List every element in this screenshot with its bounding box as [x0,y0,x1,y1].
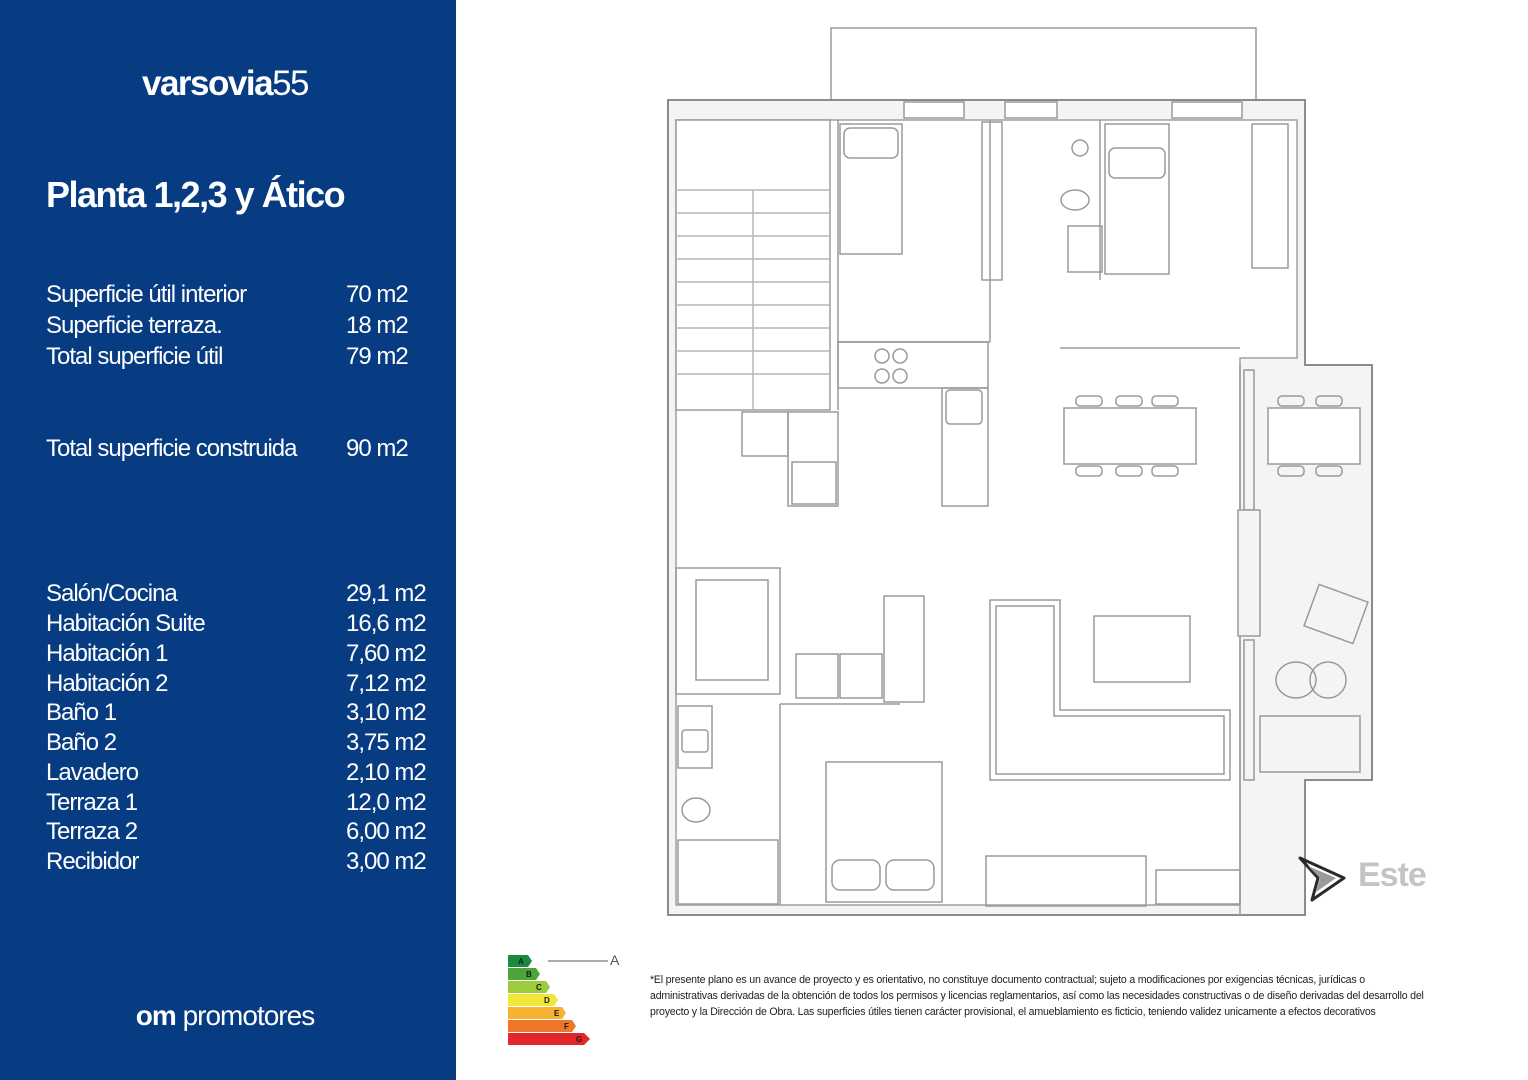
surface-value: 70 m2 [346,281,408,308]
room-area: 2,10 m2 [346,759,426,786]
room-area: 29,1 m2 [346,580,426,607]
room-row [46,848,426,876]
room-area: 7,60 m2 [346,640,426,667]
room-area: 16,6 m2 [346,610,426,637]
brand-logo [0,64,450,104]
room-label: Baño 1 [46,699,117,726]
surface-row [46,435,408,463]
dining-table [1064,408,1196,464]
disclaimer-text: *El presente plano es un avance de proyecto y es orientativo, no constituye documento contractual; sujeto a modificaciones por exigencias técnicas, jurídicas o administrativas derivadas de la obtención de todos los permisos y licencias reglamentarios, así como las necesidades constructivas o de diseño derivadas del desarrollo del proyecto y la Dirección de Obra. Las superficies útiles tienen carácter provisional, el amueblamiento es ficticio, teniendo validez unicamente a efectos decorativos [650,974,1424,1018]
energy-letter: A [518,957,524,966]
surface-value: 90 m2 [346,435,408,462]
surface-label: Superficie terraza. [46,312,222,339]
energy-letter: F [564,1022,569,1031]
room-row [46,580,426,608]
room-row [46,729,426,757]
room-row [46,759,426,787]
orientation-label: Este [1358,856,1426,894]
energy-letter: C [536,983,542,992]
terrace-table [1268,408,1360,464]
energy-rating-chart [506,952,626,1052]
energy-letter: D [544,996,550,1005]
surface-value: 79 m2 [346,343,408,370]
surface-label: Superficie útil interior [46,281,247,308]
double-bed [826,762,942,902]
energy-bar-b [508,968,540,980]
room-label: Terraza 1 [46,789,138,816]
plan-title: Planta 1,2,3 y Ático [46,174,345,215]
room-label: Habitación 2 [46,670,168,697]
floor-plan [660,20,1380,920]
room-row [46,789,426,817]
room-area: 12,0 m2 [346,789,426,816]
energy-bar-c [508,981,550,993]
surface-label: Total superficie útil [46,343,223,370]
room-row [46,610,426,638]
window [1172,102,1242,118]
bed [1105,124,1169,274]
terrace-top-outline [831,28,1256,100]
room-row [46,699,426,727]
surface-row [46,343,408,371]
room-label: Terraza 2 [46,818,138,845]
room-area: 3,10 m2 [346,699,426,726]
developer-logo [0,1000,450,1032]
bed [840,124,902,254]
surface-row [46,312,408,340]
room-row [46,670,426,698]
room-row [46,818,426,846]
room-row [46,640,426,668]
developer-name-rest: promotores [175,1000,315,1031]
surface-row [46,281,408,309]
surface-label: Total superficie construida [46,435,297,462]
energy-bar-d [508,994,558,1006]
surface-value: 18 m2 [346,312,408,339]
room-label: Baño 2 [46,729,117,756]
room-label: Salón/Cocina [46,580,177,607]
room-label: Lavadero [46,759,139,786]
energy-letter: G [576,1035,583,1044]
sidebar-panel [0,0,456,1080]
window [1005,102,1057,118]
room-label: Habitación Suite [46,610,205,637]
energy-selected-letter: A [610,952,620,968]
room-label: Habitación 1 [46,640,168,667]
room-area: 3,00 m2 [346,848,426,875]
room-area: 3,75 m2 [346,729,426,756]
window [904,102,964,118]
brand-suffix: 55 [272,64,308,103]
energy-letter: B [526,970,532,979]
room-area: 6,00 m2 [346,818,426,845]
developer-name-bold: om [135,1000,176,1031]
wall-pillar [1238,510,1260,636]
orientation-indicator [1296,852,1446,904]
brand-name: varsovia [142,64,273,103]
energy-letter: E [554,1009,560,1018]
room-area: 7,12 m2 [346,670,426,697]
room-label: Recibidor [46,848,139,875]
arrow-right-icon [1296,852,1348,904]
